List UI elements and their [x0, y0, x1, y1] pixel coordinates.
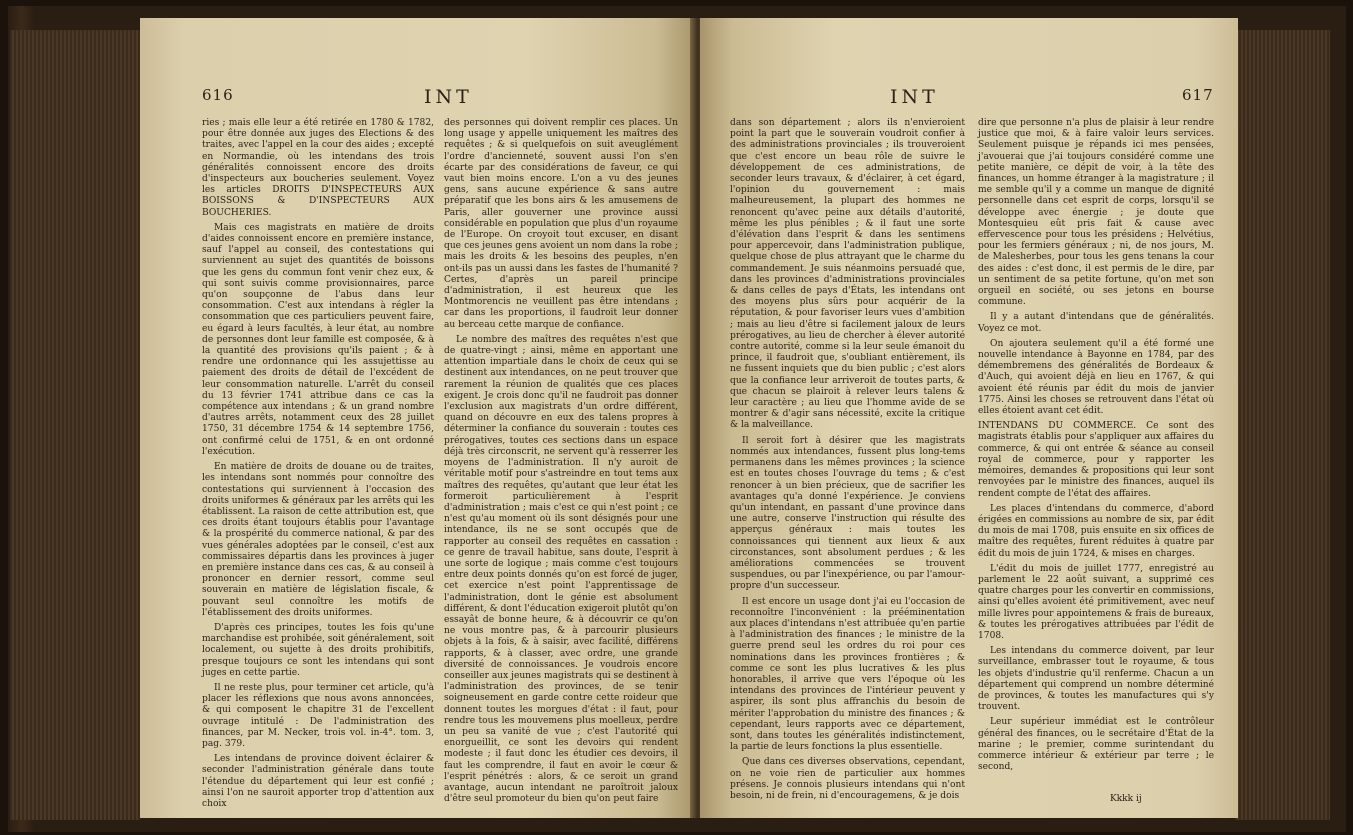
- paragraph: Les intendans du commerce doivent, par leur surveillance, embrasser tout le royaume, & tous les objets d'industrie qu'il renferme. Chacun a un département qui comprend un nombre déterminé de provinces, & toutes les manufactures qui s'y trouvent.: [978, 646, 1214, 713]
- right-page: [700, 18, 1238, 818]
- paragraph: Les intendans de province doivent éclairer & seconder l'administration générale dans toute l'étendue du département qui leur est confié ; ainsi l'on ne sauroit apporter trop d'attention aux choix: [202, 754, 434, 809]
- paragraph: Que dans ces diverses observations, cependant, on ne voie rien de particulier aux hommes présens. Je connois plusieurs intendans qui n'ont besoin, ni de frein, ni d'encouragemens, & je dois: [730, 757, 965, 801]
- paragraph: En matière de droits de douane ou de traites, les intendans sont nommés pour connoître des contestations qui surviennent à l'occasion des droits uniformes & généraux par les arrêts qui les établissent. La raison de cette attribution est, que ces droits étant toujours établis pour l'avantage & la prospérité du commerce national, & par des vues générales adoptées par le conseil, c'est aux commissaires départis dans les provinces à juger en première instance dans ces cas, & au conseil à prononcer en dernier ressort, comme seul souverain en matière de législation fiscale, & pouvant seul connoître les motifs de l'établissement des droits uniformes.: [202, 462, 434, 618]
- paragraph: Leur supérieur immédiat est le contrôleur général des finances, ou le secrétaire d'État de la marine ; le premier, comme surintendant du commerce intérieur & extérieur par terre ; le second,: [978, 717, 1214, 773]
- signature-mark: Kkkk ij: [1110, 794, 1142, 804]
- paragraph: Il seroit fort à désirer que les magistrats nommés aux intendances, fussent plus long-tems permanens dans les mêmes provinces ; la science est en toutes choses l'ouvrage du tems ; & c'est renoncer à un bien précieux, que de sacrifier les avantages qu'a donné l'expérience. Je conviens qu'un intendant, en passant d'une province dans une autre, conserve l'instruction qui résulte des apperçus généraux : mais toutes les connoissances qui tiennent aux lieux & aux circonstances, sont absolument perdues ; & les améliorations commencées se trouvent suspendues, ou par l'inexpérience, ou par l'amour-propre d'un successeur.: [730, 435, 965, 592]
- right-page-column-1: [730, 118, 965, 806]
- paragraph: Le nombre des maîtres des requêtes n'est que de quatre-vingt ; ainsi, même en apportant une attention impartiale dans le choix de ceux qui se destinent aux intendances, on ne peut trouver que rarement la réunion de qualités que ces places exigent. Je crois donc qu'il ne faudroit pas donner l'exclusion aux magistrats d'un ordre différent, quand on découvre en eux des talens propres à déterminer la confiance du souverain : toutes ces prérogatives, toutes ces sections dans un espace déjà très circonscrit, ne servent qu'à resserrer les moyens de l'administration. Il n'y auroit de véritable motif pour s'astreindre en tout tems aux maîtres des requêtes, qu'autant que leur état les formeroit particulièrement à l'esprit d'administration ; mais c'est ce qui n'est point ; ce n'est qu'au moment où ils sont désignés pour une intendance, ils ne se sont occupés que de rapporter au conseil des requêtes en cassation : ce genre de travail habitue, sans doute, l'esprit à une sorte de logique ; mais comme c'est toujours entre deux points donnés qu'on est forcé de juger, cet exercice n'est point l'apprentissage de l'administration, dont le génie est absolument différent, & dont l'éducation exigeroit plutôt qu'on essayât de bonne heure, & à découvrir ce qu'on ne vous montre pas, & à parcourir plusieurs objets à la fois, & à saisir, avec facilité, différens rapports, & à classer, avec ordre, une grande diversité de connoissances. Je voudrois encore conseiller aux jeunes magistrats qui se destinent à l'administration des provinces, de se tenir soigneusement en garde contre cette roideur que donnent toutes les morgues d'état : il faut, pour rendre tous les mouvemens plus moelleux, perdre un peu sa vanité de vue ; c'est l'autorité qui enorgueillit, ce sont les devoirs qui rendent modeste ; il faut donc les étudier ces devoirs, il faut les comprendre, il faut en avoir le cœur & l'esprit pénétrés : alors, & ce seroit un grand avantage, aucun intendant ne paroîtroit jaloux d'être seul promoteur du bien qu'on peut faire: [444, 334, 678, 805]
- left-page: [140, 18, 695, 818]
- paragraph: dire que personne n'a plus de plaisir à leur rendre justice que moi, & à faire valoir leurs services. Seulement puisque je répands ici mes pensées, j'avouerai que j'ai toujours considéré comme une petite manière, ce dépit de voir, à la tête des finances, un homme étranger à la magistrature ; il me semble qu'il y a comme un manque de dignité personnelle dans cet esprit de corps, lorsqu'il se développe avec énergie ; je doute que Montesquieu eût pris fait & cause avec effervescence pour tous les présidens ; Helvétius, pour les fermiers généraux ; ni, de nos jours, M. de Malesherbes, pour tous les gens tenans la cour des aides : c'est donc, il est permis de le dire, par un sentiment de sa petite fortune, qu'on met son orgueil en société, ou ses jetons en bourse commune.: [978, 118, 1214, 308]
- paragraph: D'après ces principes, toutes les fois qu'une marchandise est prohibée, soit généralement, soit localement, ou sujette à des droits prohibitifs, presque toujours ce sont les intendans qui sont juges en cette partie.: [202, 622, 434, 678]
- left-page-edges: [10, 30, 140, 820]
- paragraph: des personnes qui doivent remplir ces places. Un long usage y appelle uniquement les maîtres des requêtes ; & si quelquefois on suit aveuglément l'ordre d'ancienneté, souvent aussi l'on s'en écarte par des considérations de faveur, ce qui vaut bien moins encore. L'on a vu des jeunes gens, sans aucune expérience & sans autre préparatif que les bons airs & les amusemens de Paris, aller gouverner une province aussi considérable en population que plus d'un royaume de l'Europe. On croyoit tout excuser, en disant que ces jeunes gens avoient un nom dans la robe ; mais les droits & les besoins des peuples, n'en ont-ils pas un aussi dans les fastes de l'humanité ? Certes, d'après un pareil principe d'administration, il est heureux que les Montmorencis ne veuillent pas être intendans ; car dans les proportions, il faudroit leur donner au berceau cette marque de confiance.: [444, 118, 678, 330]
- right-page-column-2: [978, 118, 1214, 777]
- paragraph: L'édit du mois de juillet 1777, enregistré au parlement le 22 août suivant, a supprimé ces quatre charges pour les convertir en commissions, ainsi qu'elles avoient été primitivement, avec neuf mille livres pour appointemens & frais de bureaux, & toutes les prérogatives attribuées par l'édit de 1708.: [978, 563, 1214, 641]
- running-head-left: INT: [424, 86, 473, 108]
- paragraph: Il est encore un usage dont j'ai eu l'occasion de reconnoître l'inconvénient : la prééminentation aux places d'intendans n'est attribuée qu'en partie à l'administration des finances ; le ministre de la guerre prend seul les ordres du roi pour ces nominations dans les provinces frontières ; & comme ce sont les plus lucratives & les plus honorables, il arrive que vers l'époque où les intendans des provinces de l'intérieur peuvent y aspirer, ils sont plus affranchis du besoin de mériter l'approbation du ministre des finances ; & cependant, leurs rapports avec ce département, sont, dans toutes les généralités indistinctement, la partie de leurs fonctions la plus essentielle.: [730, 596, 965, 753]
- left-page-column-2: [444, 118, 678, 809]
- paragraph: dans son département ; alors ils n'envieroient point la part que le souverain voudroit confier à des administrations provinciales ; ils trouveroient que c'est encore un beau rôle de suivre le développement de ces administrations, de seconder leurs travaux, & d'éclairer, à cet égard, l'opinion du gouvernement : mais malheureusement, la plupart des hommes ne renoncent qu'avec peine aux détails d'autorité, même les plus pénibles ; & il faut une sorte d'élévation dans l'esprit & dans les sentimens pour appercevoir, dans l'administration publique, quelque chose de plus attrayant que le charme du commandement. Je suis néanmoins persuadé que, dans les provinces d'administrations provinciales & dans celles de pays d'États, les intendans ont des moyens plus sûrs pour acquérir de la réputation, & pour favoriser leurs vues d'ambition ; mais au lieu d'être si facilement jaloux de leurs prérogatives, au lieu de chercher à élever autorité contre autorité, comme si la leur seule émanoit du prince, il faudroit que, s'oubliant entièrement, ils ne fussent inquiets que du bien public ; c'est alors que la confiance leur arriveroit de toutes parts, & que chacun se plairoit à relever leurs talens & leur caractère ; au lieu que l'homme avide de se montrer & d'agir sans nécessité, excite la critique & la malveillance.: [730, 118, 965, 431]
- left-page-column-1: [202, 118, 434, 814]
- paragraph: Mais ces magistrats en matière de droits d'aides connoissent encore en première instance, sauf l'appel au conseil, des contestations qui surviennent au sujet des quantités de boissons que les gens du commun font venir chez eux, & qui sont suivis comme provisionnaires, parce qu'on soupçonne de l'abus dans leur consommation. C'est aux intendans à régler la consommation que ces particuliers peuvent faire, eu égard à leurs facultés, à leur état, au nombre de personnes dont leur famille est composée, & à la quantité des provisions qu'ils paient ; & à rendre une ordonnance qui les assujettisse au paiement des droits de détail de l'excédent de leur consommation naturelle. L'arrêt du conseil du 13 février 1741 attribue dans ce cas la compétence aux intendans ; & un grand nombre d'autres arrêts, notamment ceux des 28 juillet 1750, 31 décembre 1754 & 14 septembre 1756, ont confirmé celui de 1751, & en ont ordonné l'exécution.: [202, 222, 434, 457]
- paragraph: On ajoutera seulement qu'il a été formé une nouvelle intendance à Bayonne en 1784, par des démembremens des généralités de Bordeaux & d'Auch, qui avoient déjà en lieu en 1767, & qui avoient été réunis par édit du mois de janvier 1775. Ainsi les choses se retrouvent dans l'état où elles étoient avant cet édit.: [978, 338, 1214, 417]
- right-page-edges: [1235, 30, 1330, 820]
- section-heading-paragraph: INTENDANS DU COMMERCE. Ce sont des magistrats établis pour s'appliquer aux affaires du commerce, & qui ont entrée & séance au conseil royal de commerce, pour y rapporter les mémoires, demandes & propositions qui leur sont renvoyées par le ministre des finances, auquel ils rendent compte de l'état des affaires.: [978, 421, 1214, 499]
- paragraph: Il ne reste plus, pour terminer cet article, qu'à placer les réflexions que nous avons annoncées, & qui composent le chapitre 31 de l'excellent ouvrage intitulé : De l'administration des finances, par M. Necker, trois vol. in-4°. tom. 3, pag. 379.: [202, 682, 434, 749]
- page-number-left: 616: [202, 86, 234, 104]
- paragraph: Il y a autant d'intendans que de généralités. Voyez ce mot.: [978, 312, 1214, 334]
- page-number-right: 617: [1182, 86, 1214, 104]
- running-head-right: INT: [890, 86, 939, 108]
- paragraph: Les places d'intendans du commerce, d'abord érigées en commissions au nombre de six, par édit du mois de mai 1708, puis ensuite en six offices de maître des requêtes, furent réduites à quatre par édit du mois de juin 1724, & mises en charges.: [978, 503, 1214, 559]
- paragraph: ries ; mais elle leur a été retirée en 1780 & 1782, pour être donnée aux juges des Elections & des traites, avec l'appel en la cour des aides ; excepté en Normandie, où les intendans des trois généralités connoissent encore des droits d'inspecteurs aux boucheries seulement. Voyez les articles DROITS D'INSPECTEURS AUX BOISSONS & D'INSPECTEURS AUX BOUCHERIES.: [202, 118, 434, 218]
